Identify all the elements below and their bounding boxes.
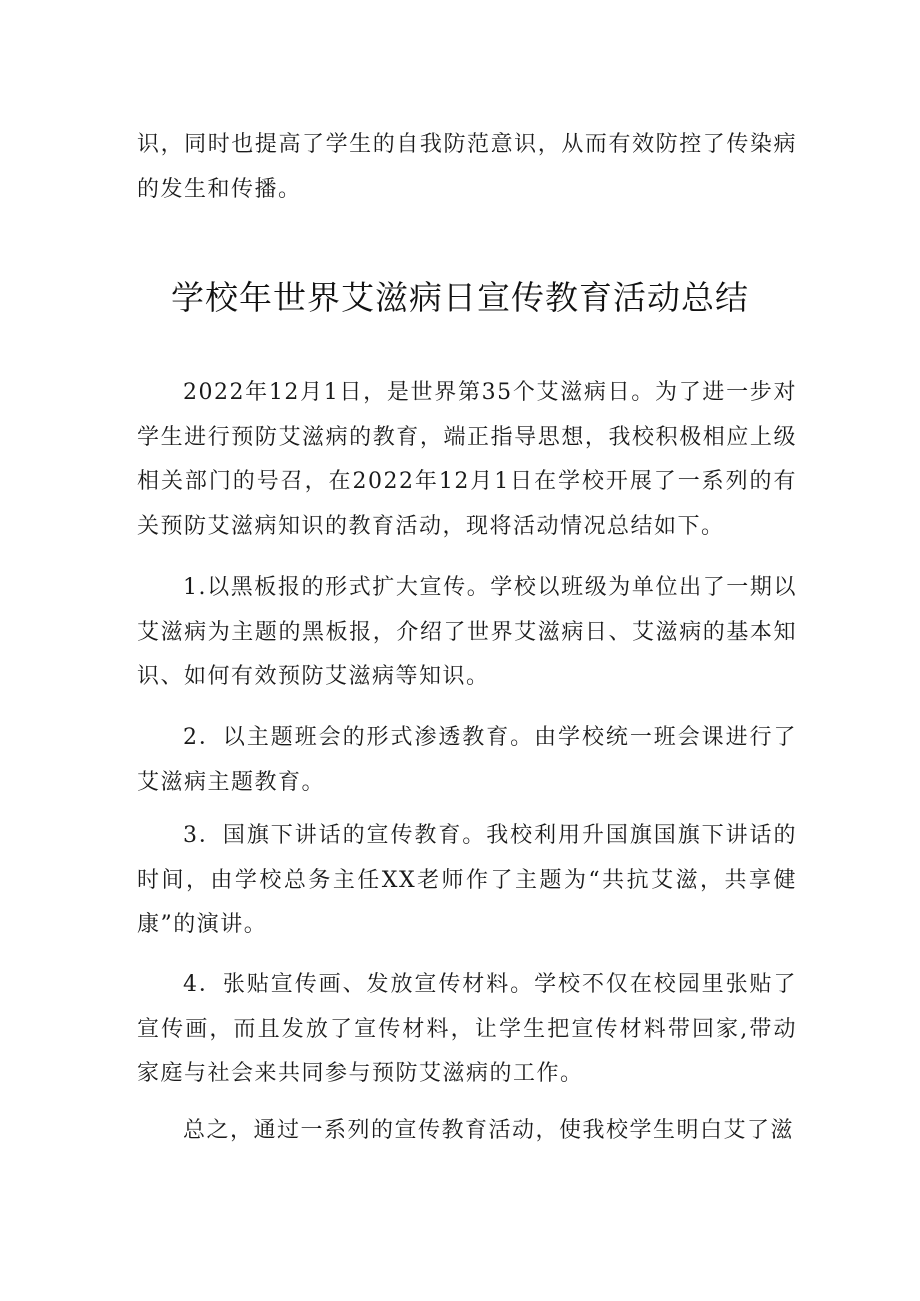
continuation-paragraph: 识，同时也提高了学生的自我防范意识，从而有效防控了传染病的发生和传播。 (137, 132, 797, 202)
document-title: 学校年世界艾滋病日宣传教育活动总结 (171, 278, 749, 317)
item-paragraph-2: 2．以主题班会的形式渗透教育。由学校统一班会课进行了艾滋病主题教育。 (137, 725, 797, 795)
item-paragraph-1: 1.以黑板报的形式扩大宣传。学校以班级为单位出了一期以艾滋病为主题的黑板报，介绍了世界艾滋病日、艾滋病的基本知识、如何有效预防艾滋病等知识。 (137, 575, 797, 689)
item-paragraph-3: 3．国旗下讲话的宣传教育。我校利用升国旗国旗下讲话的时间，由学校总务主任XX老师作了主题为“共抗艾滋，共享健康”的演讲。 (137, 823, 797, 937)
intro-paragraph: 2022年12月1日，是世界第35个艾滋病日。为了进一步对学生进行预防艾滋病的教育，端正指导思想，我校积极相应上级相关部门的号召，在2022年12月1日在学校开展了一系列的有关预防艾滋病知识的教育活动，现将活动情况总结如下。 (137, 380, 797, 539)
item-paragraph-4: 4．张贴宣传画、发放宣传材料。学校不仅在校园里张贴了宣传画，而且发放了宣传材料，让学生把宣传材料带回家,带动家庭与社会来共同参与预防艾滋病的工作。 (137, 972, 797, 1086)
conclusion-paragraph: 总之，通过一系列的宣传教育活动，使我校学生明白艾了滋 (183, 1118, 795, 1143)
